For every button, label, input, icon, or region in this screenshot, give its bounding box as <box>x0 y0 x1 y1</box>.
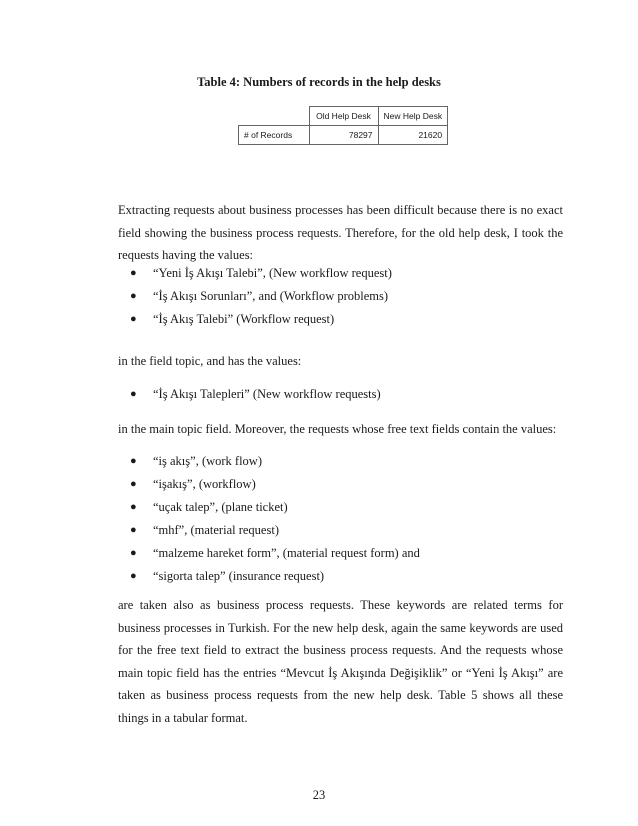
bullet-list-free-text-values <box>118 450 563 588</box>
bullet-list-field-topic-values <box>118 262 563 331</box>
row-label-records: # of Records <box>239 126 310 145</box>
cell-new-help-desk-records: 21620 <box>378 126 448 145</box>
bullet-icon: ● <box>130 570 137 582</box>
table-header-row <box>239 107 448 126</box>
page-number: 23 <box>312 788 326 802</box>
list-item: ● “iş akış”, (work flow) <box>118 450 563 473</box>
list-item: ● “işakış”, (workflow) <box>118 473 563 496</box>
list-item: ● “İş Akışı Talepleri” (New workflow requests) <box>118 383 563 406</box>
table-row <box>239 126 448 145</box>
list-item: ● “uçak talep”, (plane ticket) <box>118 496 563 519</box>
bullet-icon: ● <box>130 267 137 279</box>
records-table <box>238 106 448 145</box>
bullet-icon: ● <box>130 455 137 467</box>
paragraph-main-topic-field: in the main topic field. Moreover, the requests whose free text fields contain the values: <box>118 422 557 436</box>
cell-old-help-desk-records: 78297 <box>309 126 378 145</box>
column-header-old-help-desk: Old Help Desk <box>309 107 378 126</box>
bullet-icon: ● <box>130 501 137 513</box>
column-header-new-help-desk: New Help Desk <box>378 107 448 126</box>
list-item: ● “mhf”, (material request) <box>118 519 563 542</box>
bullet-icon: ● <box>130 313 137 325</box>
list-item: ● “malzeme hareket form”, (material request form) and <box>118 542 563 565</box>
paragraph-business-process-keywords: are taken also as business process requests. These keywords are related terms for business processes in Turkish. For the new help desk, again the same keywords are used for the free text field to extract the business process requests. And the requests whose main topic field has the entries “Mevcut İş Akışında Değişiklik” or “Yeni İş Akışı” are taken as business process requests from the new help desk. Table 5 shows all these things in a tabular format. <box>118 598 563 725</box>
paragraph-extracting-requests: Extracting requests about business processes has been difficult because there is no exact field showing the business process requests. Therefore, for the old help desk, I took the requests having the values: <box>118 203 563 262</box>
bullet-icon: ● <box>130 388 137 400</box>
bullet-icon: ● <box>130 524 137 536</box>
list-item: ● “Yeni İş Akışı Talebi”, (New workflow request) <box>118 262 563 285</box>
list-item: ● “sigorta talep” (insurance request) <box>118 565 563 588</box>
bullet-list-main-topic-values <box>118 383 563 406</box>
bullet-icon: ● <box>130 547 137 559</box>
table-corner-cell <box>239 107 310 126</box>
table-caption: Table 4: Numbers of records in the help desks <box>197 75 441 89</box>
paragraph-field-topic: in the field topic, and has the values: <box>118 354 302 368</box>
bullet-icon: ● <box>130 478 137 490</box>
list-item: ● “İş Akış Talebi” (Workflow request) <box>118 308 563 331</box>
list-item: ● “İş Akışı Sorunları”, and (Workflow problems) <box>118 285 563 308</box>
bullet-icon: ● <box>130 290 137 302</box>
